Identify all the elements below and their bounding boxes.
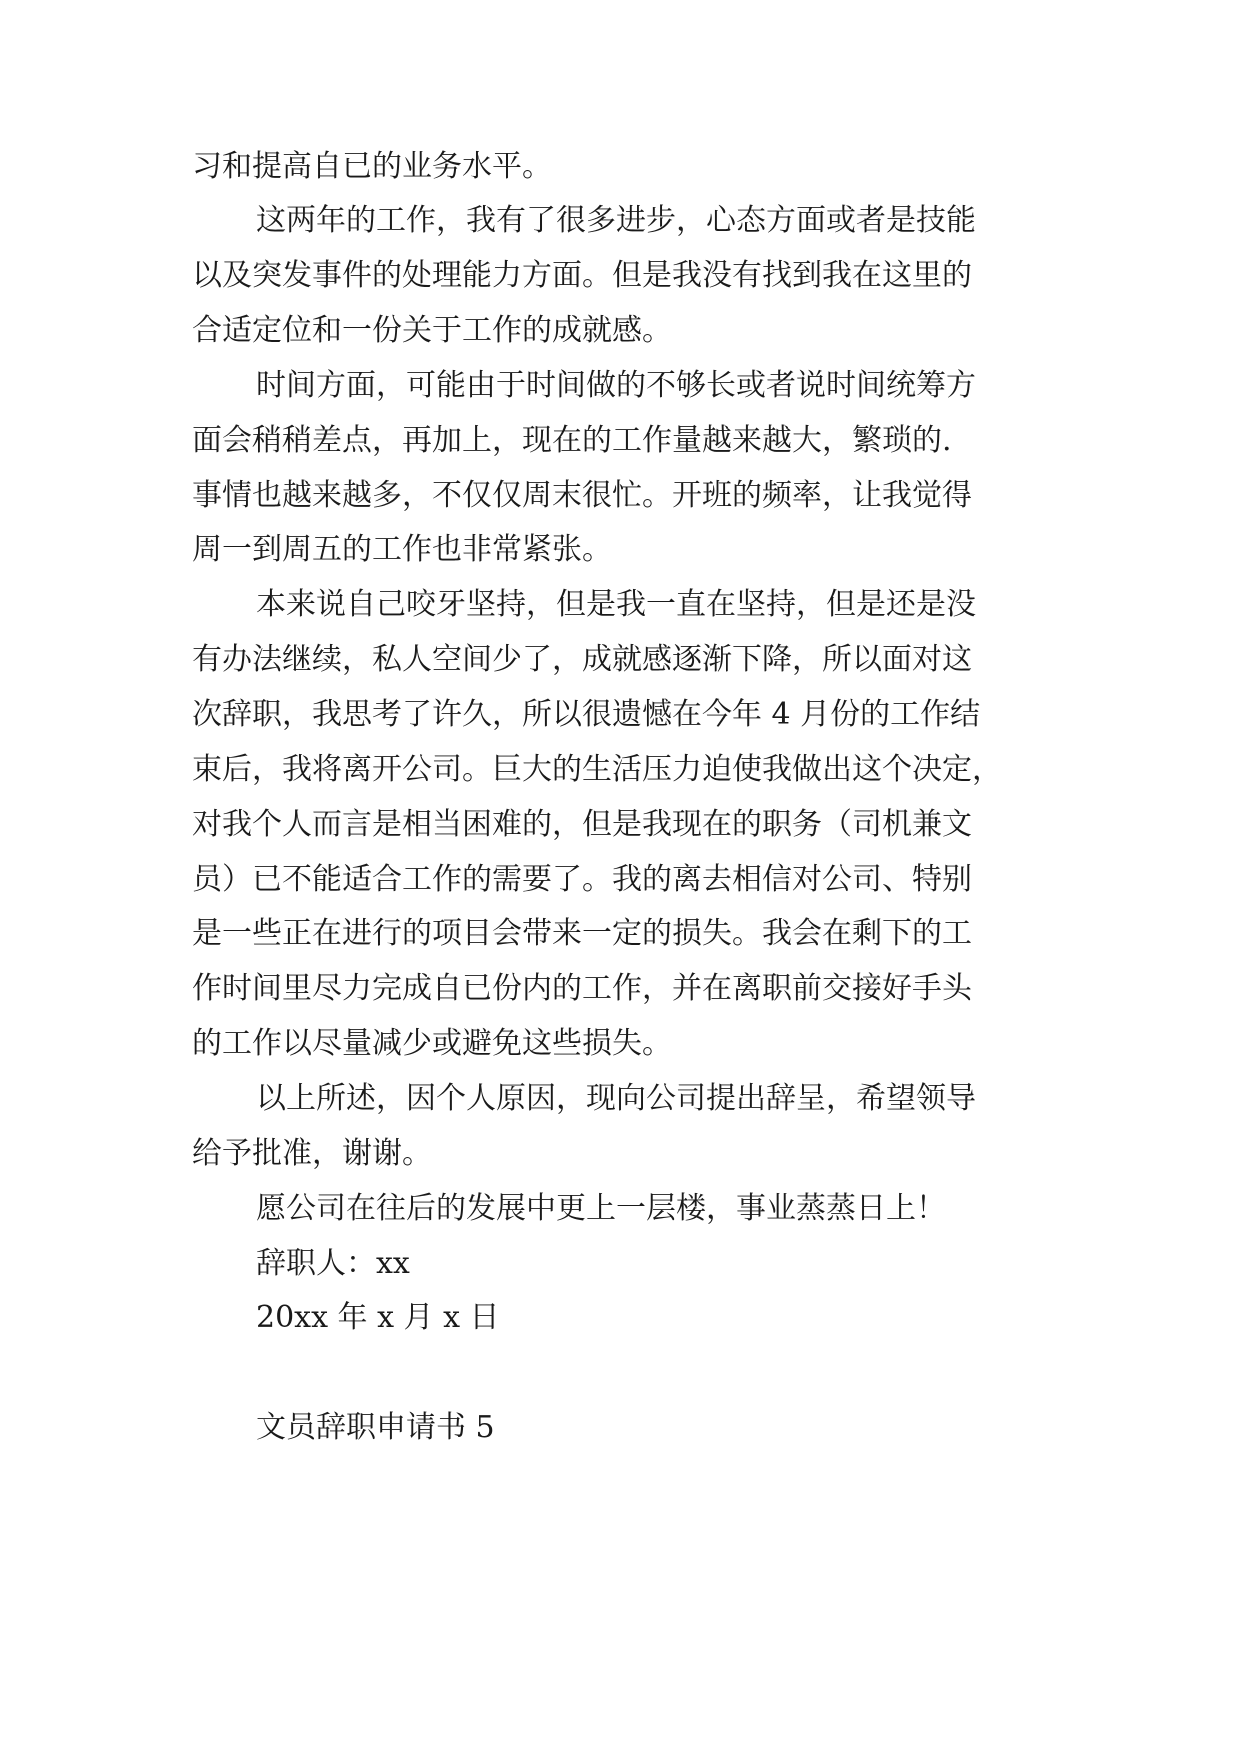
closing-wish: 愿公司在往后的发展中更上一层楼，事业蒸蒸日上！: [256, 1191, 946, 1226]
text-line: 作时间里尽力完成自已份内的工作，并在离职前交接好手头: [192, 971, 972, 1006]
text-line: 本来说自己咬牙坚持，但是我一直在坚持，但是还是没: [256, 587, 976, 622]
text-line: 以上所述，因个人原因，现向公司提出辞呈，希望领导: [256, 1081, 976, 1116]
text-line: 次辞职，我思考了许久，所以很遗憾在今年 4 月份的工作结: [192, 697, 981, 732]
text-line: 事情也越来越多，不仅仅周末很忙。开班的频率，让我觉得: [192, 478, 972, 513]
text-line: 面会稍稍差点，再加上，现在的工作量越来越大，繁琐的.: [192, 423, 952, 458]
text-line: 周一到周五的工作也非常紧张。: [192, 532, 612, 567]
text-line: 的工作以尽量减少或避免这些损失。: [192, 1026, 672, 1061]
text-line: 时间方面，可能由于时间做的不够长或者说时间统筹方: [256, 368, 976, 403]
text-line: 有办法继续，私人空间少了，成就感逐渐下降，所以面对这: [192, 642, 972, 677]
signature-line: 辞职人：xx: [256, 1246, 410, 1281]
text-line: 是一些正在进行的项目会带来一定的损失。我会在剩下的工: [192, 916, 972, 951]
text-line: 对我个人而言是相当困难的，但是我现在的职务（司机兼文: [192, 807, 972, 842]
text-line: 束后，我将离开公司。巨大的生活压力迫使我做出这个决定，: [192, 752, 1002, 787]
text-line: 员）已不能适合工作的需要了。我的离去相信对公司、特别: [192, 862, 972, 897]
text-line: 这两年的工作，我有了很多进步，心态方面或者是技能: [256, 203, 976, 238]
text-line: 以及突发事件的处理能力方面。但是我没有找到我在这里的: [192, 258, 972, 293]
date-line: 20xx 年 x 月 x 日: [256, 1300, 500, 1335]
text-line: 合适定位和一份关于工作的成就感。: [192, 313, 672, 348]
text-line: 习和提高自已的业务水平。: [192, 149, 552, 184]
section-title: 文员辞职申请书 5: [256, 1410, 495, 1445]
text-line: 给予批准，谢谢。: [192, 1136, 432, 1171]
